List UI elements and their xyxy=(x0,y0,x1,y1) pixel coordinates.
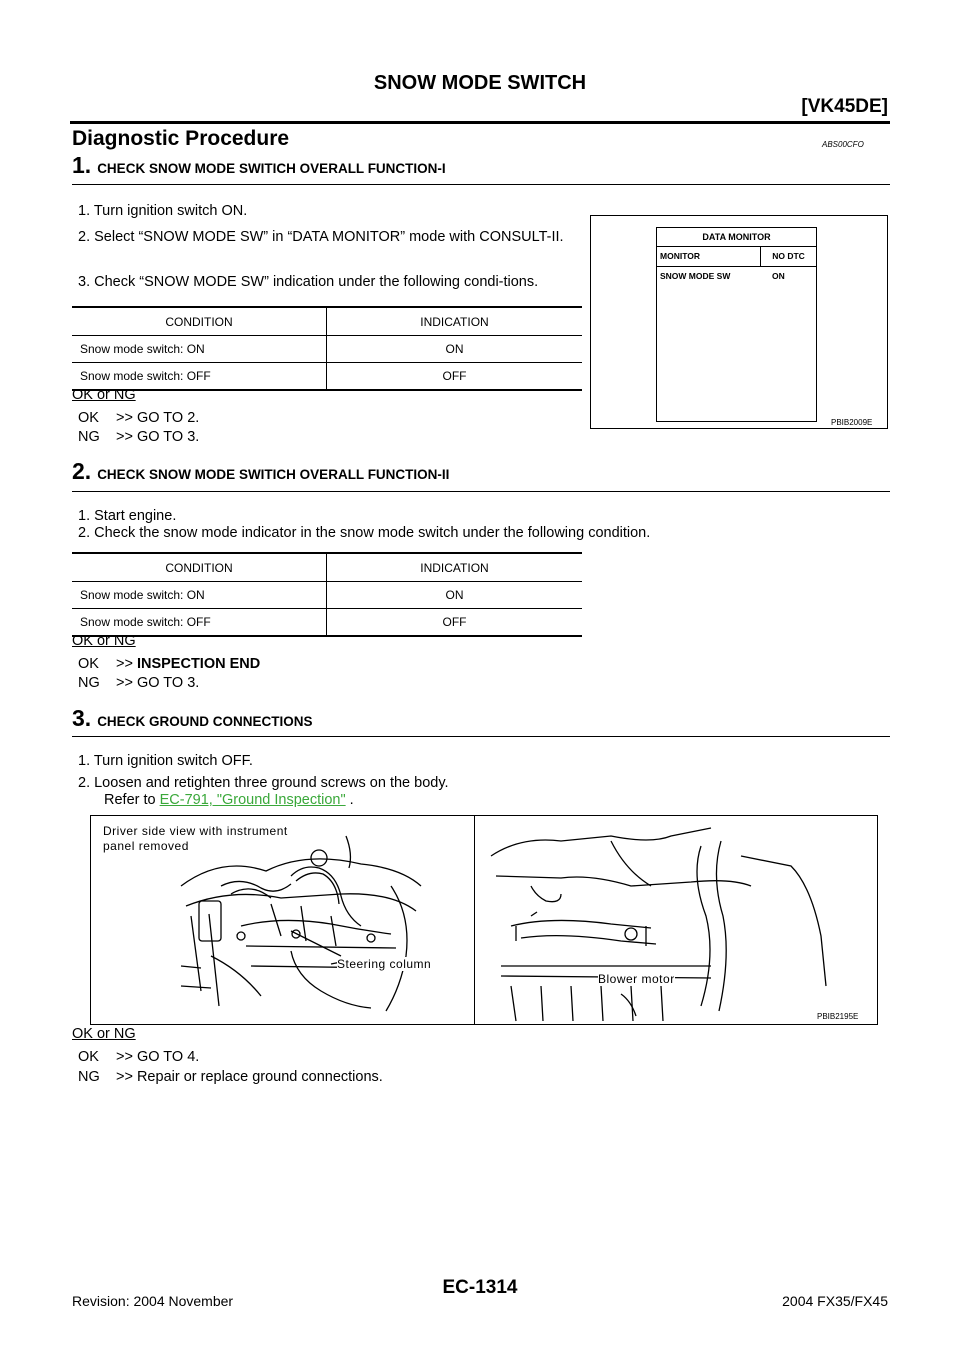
label-steering-column: Steering column xyxy=(337,957,432,971)
monitor-header-row xyxy=(657,247,816,267)
instruction-item: 2. Loosen and retighten three ground screws on the body. xyxy=(78,775,449,791)
table-header: INDICATION xyxy=(327,307,583,336)
table-header: CONDITION xyxy=(72,553,327,582)
monitor-title: DATA MONITOR xyxy=(657,228,816,247)
monitor-value: ON xyxy=(772,271,785,281)
figure-id: PBIB2009E xyxy=(831,418,873,427)
label-blower-motor: Blower motor xyxy=(598,972,675,986)
condition-table xyxy=(72,306,582,391)
step-rule xyxy=(72,491,890,492)
result-ok: OK >> GO TO 4. xyxy=(78,1049,200,1065)
condition-table xyxy=(72,552,582,637)
result-ok: OK >> GO TO 2. xyxy=(78,410,200,426)
section-code: ABS00CFO xyxy=(822,140,864,149)
monitor-col-label: MONITOR xyxy=(657,247,761,266)
engine-code: [VK45DE] xyxy=(801,96,888,117)
step-2-heading xyxy=(72,458,449,485)
step-rule xyxy=(72,736,890,737)
monitor-col-status: NO DTC xyxy=(772,251,805,261)
table-header: CONDITION xyxy=(72,307,327,336)
page-number: EC-1314 xyxy=(442,1277,518,1298)
ok-ng-label: OK or NG xyxy=(72,633,136,649)
monitor-screen xyxy=(656,227,817,422)
table-cell: Snow mode switch: OFF xyxy=(72,609,327,637)
figure-id: PBIB2195E xyxy=(817,1012,859,1021)
ok-ng-label: OK or NG xyxy=(72,1026,136,1042)
data-monitor-figure xyxy=(590,215,888,429)
monitor-item-row xyxy=(657,267,816,285)
ground-connection-figure xyxy=(90,815,878,1025)
table-header: INDICATION xyxy=(327,553,583,582)
result-ng: NG >> GO TO 3. xyxy=(78,429,200,445)
step-title: CHECK SNOW MODE SWITICH OVERALL FUNCTION-II xyxy=(97,467,450,482)
step-number: 1. xyxy=(72,152,92,178)
ground-connection-drawing xyxy=(91,816,877,1024)
table-cell: OFF xyxy=(327,609,583,637)
header-rule xyxy=(70,121,890,124)
step-rule xyxy=(72,184,890,185)
footer-model: 2004 FX35/FX45 xyxy=(782,1293,888,1309)
step-title: CHECK GROUND CONNECTIONS xyxy=(97,714,313,729)
table-row xyxy=(72,582,582,609)
page-title: SNOW MODE SWITCH xyxy=(373,72,587,94)
instruction-item: 2. Check the snow mode indicator in the snow mode switch under the following condition. xyxy=(78,525,651,541)
reference-link[interactable]: EC-791, "Ground Inspection" xyxy=(159,792,346,808)
step-1-heading xyxy=(72,152,446,179)
step-3-heading xyxy=(72,705,312,732)
refer-line: Refer to EC-791, "Ground Inspection" . xyxy=(104,792,354,808)
instruction-item: 1. Start engine. xyxy=(78,508,177,524)
section-heading: Diagnostic Procedure xyxy=(72,127,290,150)
table-cell: ON xyxy=(327,336,583,363)
step-number: 2. xyxy=(72,458,92,484)
instruction-item: 2. Select “SNOW MODE SW” in “DATA MONITOR” mode with CONSULT-II. xyxy=(78,229,564,245)
table-cell: Snow mode switch: ON xyxy=(72,582,327,609)
step-title: CHECK SNOW MODE SWITICH OVERALL FUNCTION-I xyxy=(97,161,446,176)
result-ng: NG >> Repair or replace ground connections. xyxy=(78,1069,383,1085)
instruction-item: 1. Turn ignition switch ON. xyxy=(78,203,248,219)
result-ok: OK >> INSPECTION END xyxy=(78,656,261,672)
step-number: 3. xyxy=(72,705,92,731)
result-ng: NG >> GO TO 3. xyxy=(78,675,200,691)
ok-ng-label: OK or NG xyxy=(72,387,136,403)
monitor-item: SNOW MODE SW xyxy=(660,271,731,281)
table-cell: Snow mode switch: OFF xyxy=(72,363,327,391)
table-cell: Snow mode switch: ON xyxy=(72,336,327,363)
instruction-item: 3. Check “SNOW MODE SW” indication under the following condi-tions. xyxy=(78,274,539,290)
table-row xyxy=(72,363,582,391)
table-cell: ON xyxy=(327,582,583,609)
table-row xyxy=(72,609,582,637)
table-cell: OFF xyxy=(327,363,583,391)
table-row xyxy=(72,336,582,363)
footer-revision: Revision: 2004 November xyxy=(72,1293,234,1309)
figure-caption: Driver side view with instrument panel removed xyxy=(103,824,288,853)
instruction-item: 1. Turn ignition switch OFF. xyxy=(78,753,253,769)
